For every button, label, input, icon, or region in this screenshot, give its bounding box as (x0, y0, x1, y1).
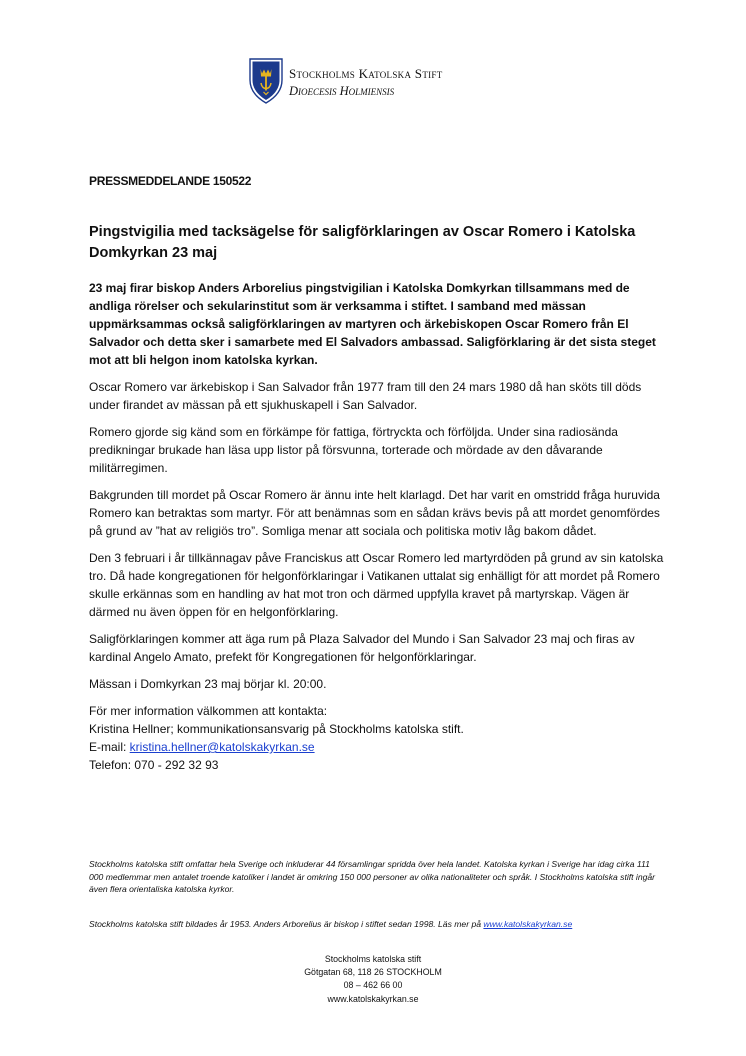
body-paragraph: Den 3 februari i år tillkännagav påve Franciskus att Oscar Romero led martyrdöden på grund av sin katolska tro. Då hade kongregationen för helgonförklaringar i Vatikanen uttalat sig enhälligt för att mordet på Romero skulle erkännas som en handling av hat mot tron och därmed uppfylla kravet på martyrskap. Vägen är därmed nu även öppen för en helgonförklaring. (89, 551, 664, 619)
history-text: Stockholms katolska stift bildades år 1953. Anders Arborelius är biskop i stiftet sedan 1998. Läs mer på (89, 919, 484, 929)
contact-email-line (89, 738, 669, 756)
article-body (89, 279, 669, 774)
press-release-label: PRESSMEDDELANDE 150522 (89, 174, 252, 188)
email-label: E-mail: (89, 740, 130, 754)
history-footnote (89, 918, 661, 931)
address-phone: 08 – 462 66 00 (343, 980, 403, 991)
body-paragraph: Oscar Romero var ärkebiskop i San Salvador från 1977 fram till den 24 mars 1980 då han sköts till döds under firandet av mässan på ett sjukhuskapell i San Salvador. (89, 380, 642, 412)
contact-person: Kristina Hellner; kommunikationsansvarig på Stockholms katolska stift. (89, 722, 464, 736)
website-link[interactable]: www.katolskakyrkan.se (483, 919, 573, 929)
lead-paragraph: 23 maj firar biskop Anders Arborelius pingstvigilian i Katolska Domkyrkan tillsammans med de andliga rörelser och sekularinstitut som är verksamma i stiftet. I samband med mässan uppmärksammas också saligförklaringen av martyren och ärkebiskopen Oscar Romero från El Salvador och detta sker i samarbete med El Salvadors ambassad. Saligförklaring är det sista steget mot att bli helgon inom katolska kyrkan. (89, 281, 656, 367)
about-footnote: Stockholms katolska stift omfattar hela Sverige och inkluderar 44 församlingar spridda över hela landet. Katolska kyrkan i Sverige har idag cirka 111 000 medlemmar men antalet troende katoliker i landet är omkring 150 000 personer av olika nationaliteter och språk. I Stockholms katolska stift ingår även flera orientaliska katolska kyrkor. (89, 859, 656, 894)
address-block (0, 953, 746, 1006)
contact-phone: Telefon: 070 - 292 32 93 (89, 758, 219, 772)
body-paragraph: Saligförklaringen kommer att äga rum på Plaza Salvador del Mundo i San Salvador 23 maj och firas av kardinal Angelo Amato, prefekt för Kongregationen för helgonförklaringar. (89, 632, 635, 664)
address-name: Stockholms katolska stift (324, 954, 422, 964)
article-title: Pingstvigilia med tacksägelse för saligförklaringen av Oscar Romero i Katolska Domkyrkan 23 maj (89, 224, 636, 261)
diocese-coat-of-arms-icon (249, 58, 283, 104)
body-paragraph: Romero gjorde sig känd som en förkämpe för fattiga, förtryckta och förföljda. Under sina radiosända predikningar brukade han läsa upp listor på försvunna, torterade och mördade av den dåvarande militärregimen. (89, 425, 618, 475)
organization-name: Stockholms Katolska Stift (289, 66, 443, 81)
contact-intro: För mer information välkommen att kontakta: (89, 704, 328, 718)
body-paragraph: Bakgrunden till mordet på Oscar Romero är ännu inte helt klarlagd. Det har varit en omstridd fråga huruvida Romero kan betraktas som martyr. För att benämnas som en sådan krävs bevis på att mordet genomfördes på grund av ”hat av religiös tro”. Somliga menar att sociala och politiska motiv låg bakom dådet. (89, 488, 660, 538)
organization-latin-name: Dioecesis Holmiensis (289, 84, 395, 98)
address-street: Götgatan 68, 118 26 STOCKHOLM (304, 967, 442, 978)
email-link[interactable]: kristina.hellner@katolskakyrkan.se (129, 740, 315, 754)
letterhead (249, 57, 489, 105)
body-paragraph: Mässan i Domkyrkan 23 maj börjar kl. 20:00. (89, 677, 327, 691)
address-web: www.katolskakyrkan.se (327, 993, 419, 1004)
contact-block (89, 702, 669, 774)
